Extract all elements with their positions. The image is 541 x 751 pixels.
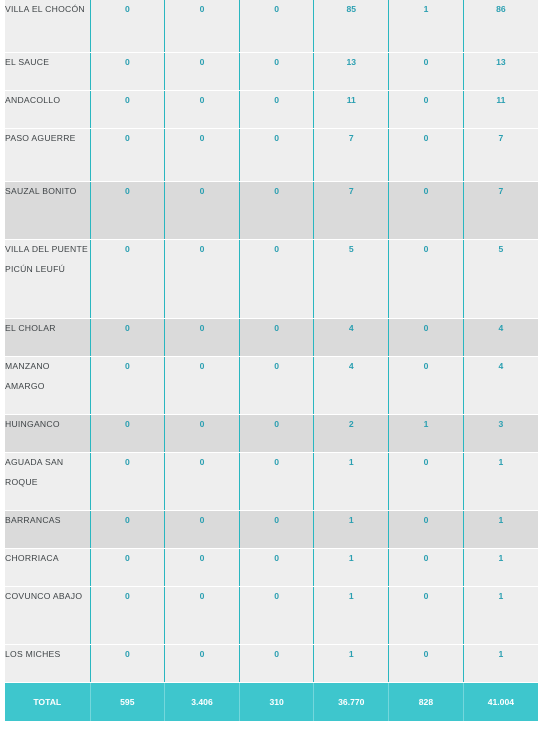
value-cell: 0 — [165, 182, 240, 240]
value-cell: 0 — [239, 453, 314, 511]
value-cell: 0 — [90, 511, 165, 549]
total-row — [5, 683, 538, 722]
value-cell: 0 — [389, 645, 464, 683]
locality-name: EL SAUCE — [5, 53, 90, 91]
locality-name: CHORRIACA — [5, 549, 90, 587]
value-cell: 0 — [239, 415, 314, 453]
value-cell: 0 — [90, 453, 165, 511]
value-cell: 0 — [239, 240, 314, 319]
value-cell: 4 — [463, 319, 538, 357]
value-cell: 0 — [239, 357, 314, 415]
value-cell: 0 — [165, 645, 240, 683]
value-cell: 4 — [463, 357, 538, 415]
value-cell: 85 — [314, 0, 389, 53]
value-cell: 1 — [463, 511, 538, 549]
value-cell: 1 — [314, 549, 389, 587]
value-cell: 0 — [90, 549, 165, 587]
table-row — [5, 587, 538, 645]
table-row — [5, 319, 538, 357]
value-cell: 1 — [463, 549, 538, 587]
value-cell: 0 — [389, 357, 464, 415]
value-cell: 0 — [165, 453, 240, 511]
total-value-cell: 828 — [389, 683, 464, 722]
value-cell: 0 — [389, 587, 464, 645]
value-cell: 0 — [389, 453, 464, 511]
table-row — [5, 91, 538, 129]
table-body — [5, 0, 538, 721]
value-cell: 0 — [389, 549, 464, 587]
value-cell: 0 — [165, 0, 240, 53]
value-cell: 7 — [314, 129, 389, 182]
table-row — [5, 511, 538, 549]
table-row — [5, 453, 538, 511]
locality-name: AGUADA SAN ROQUE — [5, 453, 90, 511]
value-cell: 13 — [463, 53, 538, 91]
value-cell: 1 — [314, 511, 389, 549]
value-cell: 0 — [165, 53, 240, 91]
value-cell: 0 — [239, 587, 314, 645]
value-cell: 0 — [90, 415, 165, 453]
value-cell: 0 — [239, 182, 314, 240]
value-cell: 1 — [389, 0, 464, 53]
value-cell: 3 — [463, 415, 538, 453]
table-row — [5, 129, 538, 182]
locality-name: HUINGANCO — [5, 415, 90, 453]
value-cell: 0 — [239, 549, 314, 587]
value-cell: 0 — [389, 511, 464, 549]
value-cell: 0 — [239, 0, 314, 53]
value-cell: 0 — [165, 240, 240, 319]
value-cell: 0 — [239, 645, 314, 683]
value-cell: 0 — [90, 182, 165, 240]
value-cell: 7 — [463, 182, 538, 240]
value-cell: 0 — [165, 511, 240, 549]
value-cell: 0 — [239, 129, 314, 182]
value-cell: 0 — [389, 53, 464, 91]
value-cell: 1 — [463, 645, 538, 683]
value-cell: 1 — [314, 645, 389, 683]
locality-name: EL CHOLAR — [5, 319, 90, 357]
value-cell: 1 — [463, 453, 538, 511]
locality-name: COVUNCO ABAJO — [5, 587, 90, 645]
value-cell: 0 — [90, 357, 165, 415]
value-cell: 0 — [90, 319, 165, 357]
table-row — [5, 182, 538, 240]
total-label: TOTAL — [5, 683, 90, 722]
locality-name: BARRANCAS — [5, 511, 90, 549]
table-row — [5, 357, 538, 415]
value-cell: 7 — [314, 182, 389, 240]
table-row — [5, 53, 538, 91]
value-cell: 0 — [90, 91, 165, 129]
locality-name: SAUZAL BONITO — [5, 182, 90, 240]
table-row — [5, 0, 538, 53]
value-cell: 0 — [90, 587, 165, 645]
value-cell: 7 — [463, 129, 538, 182]
value-cell: 0 — [389, 240, 464, 319]
locality-name: MANZANO AMARGO — [5, 357, 90, 415]
locality-name: VILLA EL CHOCÓN — [5, 0, 90, 53]
value-cell: 11 — [314, 91, 389, 129]
value-cell: 0 — [389, 319, 464, 357]
value-cell: 11 — [463, 91, 538, 129]
value-cell: 0 — [165, 91, 240, 129]
value-cell: 0 — [389, 129, 464, 182]
value-cell: 0 — [165, 319, 240, 357]
table-row — [5, 240, 538, 319]
value-cell: 0 — [165, 129, 240, 182]
value-cell: 1 — [463, 587, 538, 645]
value-cell: 86 — [463, 0, 538, 53]
value-cell: 2 — [314, 415, 389, 453]
value-cell: 0 — [165, 549, 240, 587]
value-cell: 0 — [389, 91, 464, 129]
value-cell: 1 — [314, 453, 389, 511]
total-value-cell: 595 — [90, 683, 165, 722]
locality-name: PASO AGUERRE — [5, 129, 90, 182]
value-cell: 0 — [389, 182, 464, 240]
locality-name: LOS MICHES — [5, 645, 90, 683]
value-cell: 0 — [165, 587, 240, 645]
value-cell: 0 — [90, 645, 165, 683]
value-cell: 0 — [90, 0, 165, 53]
value-cell: 1 — [314, 587, 389, 645]
total-value-cell: 41.004 — [463, 683, 538, 722]
table-row — [5, 645, 538, 683]
value-cell: 5 — [463, 240, 538, 319]
value-cell: 0 — [165, 357, 240, 415]
value-cell: 0 — [239, 91, 314, 129]
value-cell: 0 — [90, 53, 165, 91]
locality-name: ANDACOLLO — [5, 91, 90, 129]
data-table — [5, 0, 538, 721]
table-row — [5, 549, 538, 587]
value-cell: 5 — [314, 240, 389, 319]
value-cell: 0 — [165, 415, 240, 453]
value-cell: 0 — [239, 53, 314, 91]
value-cell: 4 — [314, 319, 389, 357]
total-value-cell: 3.406 — [165, 683, 240, 722]
value-cell: 0 — [90, 240, 165, 319]
value-cell: 0 — [90, 129, 165, 182]
value-cell: 0 — [239, 319, 314, 357]
value-cell: 4 — [314, 357, 389, 415]
value-cell: 13 — [314, 53, 389, 91]
value-cell: 1 — [389, 415, 464, 453]
locality-name: VILLA DEL PUENTE PICÚN LEUFÚ — [5, 240, 90, 319]
total-value-cell: 36.770 — [314, 683, 389, 722]
table-row — [5, 415, 538, 453]
value-cell: 0 — [239, 511, 314, 549]
total-value-cell: 310 — [239, 683, 314, 722]
